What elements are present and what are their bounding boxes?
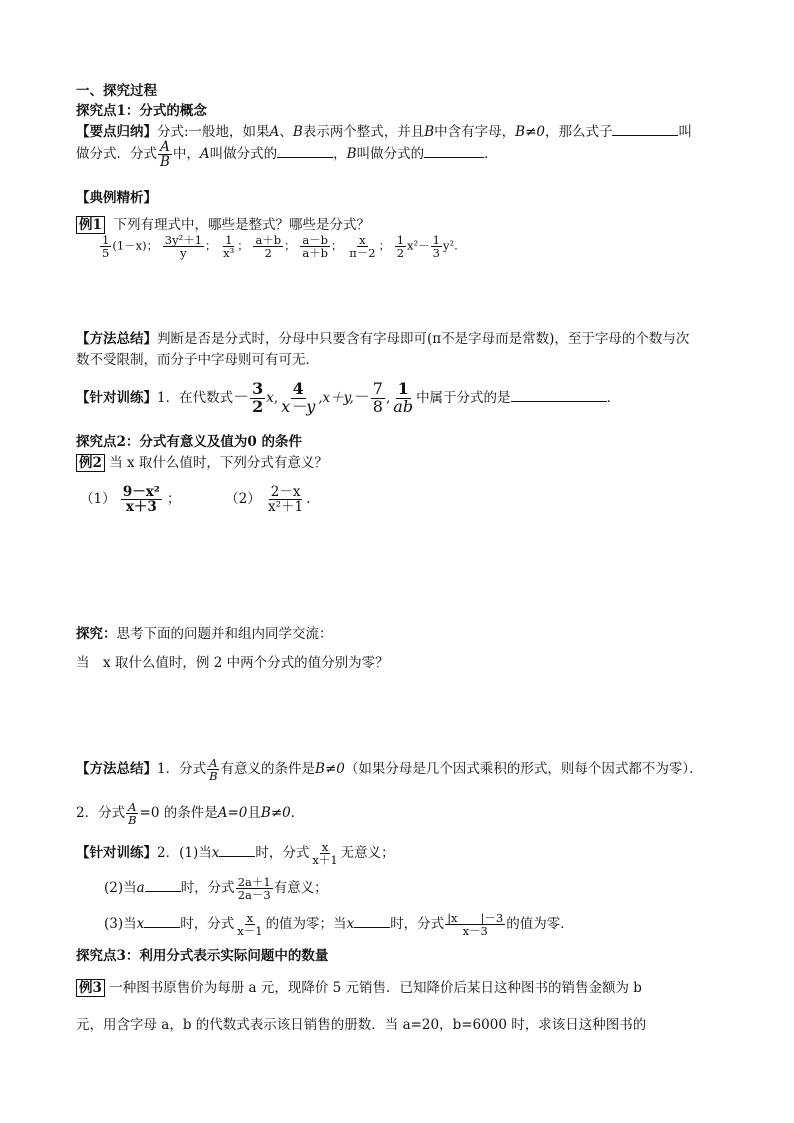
example1-label: 例1 (76, 216, 105, 234)
training-2-item1: 【针对训练】2．(1)当x 时，分式 $\frac{x}{x+1}$ 无意义； (76, 840, 395, 868)
example1-expressions: $\frac{1}{5}$ (1－x)； $\frac{\text{3y²＋1}}{y}$ ； $\frac{1}{\text{x³}}$ ； $\frac{a+b}{2}$ ； $\frac{a-b}{a+b}$ ； $\frac{x}{\pi-2}$ ； $\frac{1}{2}$ x²－ $\frac{1}{3}$ y². (102, 233, 458, 261)
explore-question: 当 x 取什么值时，例 2 中两个分式的值分别为零？ (76, 655, 389, 671)
example2-line: 例2 当 x 取什么值时，下列分式有意义？ (76, 451, 328, 471)
example3-line1: 例3 一种图书原售价为每册 a 元，现降价 5 元销售．已知降价后某日这种图书的销售金额为 b (76, 976, 642, 996)
training-2-item3: (3)当x 时，分式 $\frac{x}{x-1}$ 的值为零；当x 时，分式 $\frac{|x |-3}{x-3}$ 的值为零． (104, 911, 574, 939)
training-1: 【针对训练】1．在代数式－ $\frac{3}{2}$ x, $\frac{4}{x-y}$ ,x＋y,－ $\frac{7}{8}$ , $\frac{1}{ab}$ 中属于分式的是 ． (76, 379, 621, 416)
example3-line2: 元，用含字母 a，b 的代数式表示该日销售的册数．当 a=20，b=6000 时，求该日这种图书的 (76, 1017, 647, 1033)
fraction-a-over-b: $\frac{A}{B}$ (160, 139, 170, 171)
answer-blank[interactable] (277, 145, 333, 158)
example2-label: 例2 (76, 454, 105, 472)
section-title: 一、探究过程 (76, 83, 157, 99)
example3-label: 例3 (76, 979, 105, 997)
answer-blank[interactable] (511, 389, 607, 402)
method-summary-1-line1: 【方法总结】判断是否是分式时，分母中只要含有字母即可(π不是字母而是常数)，至于字母的个数与次 (76, 331, 690, 347)
method-summary-2-line1: 【方法总结】1．分式 $\frac{A}{B}$ 有意义的条件是B≠0（如果分母是几个因式乘积的形式，则每个因式都不为零）． (76, 756, 703, 784)
answer-blank[interactable] (145, 879, 181, 892)
answer-blank[interactable] (612, 123, 678, 136)
explore-line: 探究：思考下面的问题并和组内同学交流： (76, 626, 333, 642)
point1-title: 探究点1：分式的概念 (76, 103, 207, 119)
example2-questions: （1） $\frac{\text{9－x²}}{x+3}$ ； （2） $\frac{2-x}{\text{x²＋1}}$ . (80, 484, 311, 516)
example1-line: 例1 下列有理式中，哪些是整式？哪些是分式？ (76, 213, 370, 233)
training-2-item2: (2)当a 时，分式 $\frac{2a+1}{2a-3}$ 有意义； (104, 875, 328, 903)
answer-blank[interactable] (219, 844, 255, 857)
point3-title: 探究点3：利用分式表示实际问题中的数量 (76, 948, 329, 964)
answer-blank[interactable] (354, 915, 390, 928)
example-analysis-tag: 【典例精析】 (76, 190, 157, 206)
answer-blank[interactable] (424, 145, 484, 158)
key-tag: 【要点归纳】 (76, 124, 157, 140)
method-summary-1-line2: 数不受限制，而分子中字母则可有可无． (76, 352, 319, 368)
method-summary-2-line2: 2．分式 $\frac{A}{B}$ =0 的条件是A=0且B≠0． (76, 800, 305, 828)
answer-blank[interactable] (144, 915, 180, 928)
point1-definition-line2: 做分式．分式 $\frac{A}{B}$ 中，A叫做分式的 ，B叫做分式的 ． (76, 139, 498, 171)
point1-definition-line1: 【要点归纳】分式:一般地，如果A、B表示两个整式，并且B中含有字母，B≠0，那么式子 叫 (76, 124, 692, 140)
point2-title: 探究点2：分式有意义及值为0 的条件 (76, 434, 302, 450)
